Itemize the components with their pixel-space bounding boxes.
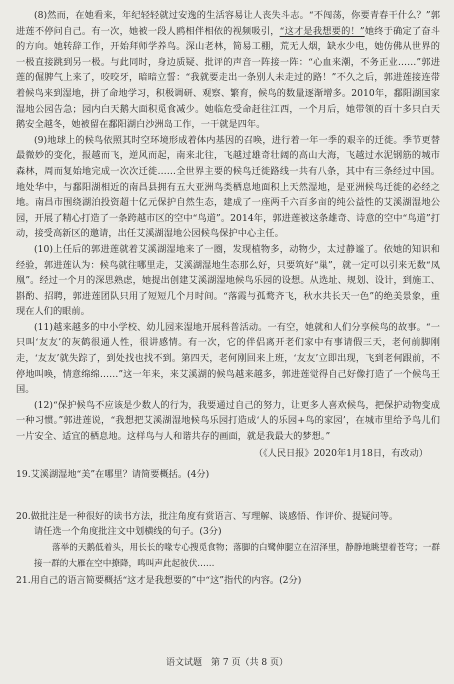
question-19: 19.艾溪湖湿地“美”在哪里？请简要概括。(4分): [16, 469, 210, 481]
paragraph-8-text-before: (8)然而，在她看来，年纪轻轻就过安逸的生活容易让人丧失斗志。“不闯荡，你要青春干什么？”郭进莲不停问自己。有一次，她被一段人鸥相伴相依的视频吸引，: [16, 10, 440, 37]
question-20-quoted-passage: 落举的天鹅低着头，用长长的喙专心搜觅食物；落脚的白鹭伸腿立在沼泽里，静静地眺望着苍穹；一群接一群的大雁在空中撩降，鸣叫声此起彼伏……: [34, 543, 440, 569]
underlined-sentence: “这才是我想要的！”: [279, 25, 365, 37]
article-source: （《人民日报》2020年1月18日，有改动）: [253, 447, 428, 459]
paragraph-11: (11)越来越多的中小学校、幼儿园来湿地开展科普活动。一有空，她就和人们分享候鸟的故事。“一只叫‘友友’的灰鹤很通人性，很讲感情。有一次，它的伴侣离开老们家中有事请假三天，老何前脚刚走，‘友友’就失踪了，到处找也找不到。第四天，老何刚回来上班，‘友友’立即出现，飞到老何跟前，不停地叫唤，情意绵绵……”这一年来，来艾溪湖的候鸟越来越多，郭进莲觉得自己好像打造了一个候鸟王国。: [16, 321, 440, 396]
paragraph-8: [16, 8, 440, 133]
question-20-instruction: 请任选一个角度批注文中划横线的句子。(3分): [34, 526, 222, 538]
paragraph-9: (9)地球上的候鸟依照其时空环境形成着体内基因的召唤，进行着一年一季的艰辛的迁徙。季节更替最微妙的变化，报越而飞，逆风而起，南来北往，飞越过雄奇壮阔的高山大海，飞越过水泥钢筋的城市森林，周而复始地完成一次次迁徙……全世界主要的候鸟迁徙路线一共有八条，其中有三条经过中国。地处华中，与鄱阳湖相近的南昌县拥有五大亚洲鸟类栖息地面积上天然湿地，是亚洲候鸟迁徙的必经之地。南昌市围绕湖泊投资超十亿元保护自然生态，建成了一座两千六百多亩的纯公益性的艾溪湖湿地公园，开展了精心打造了一条跨越市区的空中“鸟道”。2014年，郭进莲被这条雄奇、诗意的空中“鸟道”打动，接受高新区的邀请，出任艾溪湖湿地公园候鸟保护中心主任。: [16, 134, 440, 240]
question-20: 20.做批注是一种很好的读书方法，批注角度有赏语言、写理解、谈感悟、作评价、提疑问等。: [16, 510, 399, 522]
paragraph-10: (10)上任后的郭进莲就着艾溪湖湿地来了一圈，发现植物多，动物少，太过静谧了。依她的知识和经验，郭进莲认为：候鸟就往哪里走，艾溪湖湿地生态那么好，只要筑好“巢”，就一定可以引来无数“凤凰”。经过一个月的深思熟虑，她提出创建艾溪湖湿地候鸟乐园的设想。从选址、规划、设计，到施工、斟酌、招聘，郭进莲团队只用了短短几个月时间。“落霞与孤鹜齐飞，秋水共长天一色”的绝美景象，重现在人们的眼前。: [16, 243, 440, 318]
paragraph-8-text-after: 她终于确定了奋斗的方向。她转辞工作，开始拜师学养鸟。深山老林，简易工棚，荒无人烟，缺水少电，她仿佛从世界的一极直接跳到另一极。与此同时，身边质疑、批评的声音一阵接一阵：“心血来潮，不务正业……”郭进莲的倔脾气上来了，咬咬牙，暗暗立誓：“我就要走出一条别人未走过的路！”不久之后，郭进莲接连带着候鸟来到湿地，拼了命地学习，积极调研、观察、繁育，候鸟的数量逐渐增多。2010年，鄱阳湖国家湿地公园告急；园内白天鹅大面积觅食减少。她临危受命赶往江西，一个月后，她带领的百十多只白天鹅安全越冬，她被留在鄱阳湖白沙洲岛工作，一干就是四年。: [16, 25, 440, 131]
paragraph-12: (12)“保护候鸟不应该是少数人的行为，我要通过自己的努力，让更多人喜欢候鸟，把保护动物变成一种习惯。”郭进莲说，“我想把艾溪湖湿地候鸟乐园打造成‘人的乐园+鸟的家园’，在城市里给予鸟儿们一片安全、适宜的栖息地。这样鸟与人和谐共存的画面，就是我最大的梦想。”: [16, 399, 440, 443]
question-21: 21.用自己的语言简要概括“这才是我想要的”中“这”指代的内容。(2分): [16, 575, 302, 587]
page-footer: 语文试题 第 7 页（共 8 页）: [166, 658, 288, 668]
